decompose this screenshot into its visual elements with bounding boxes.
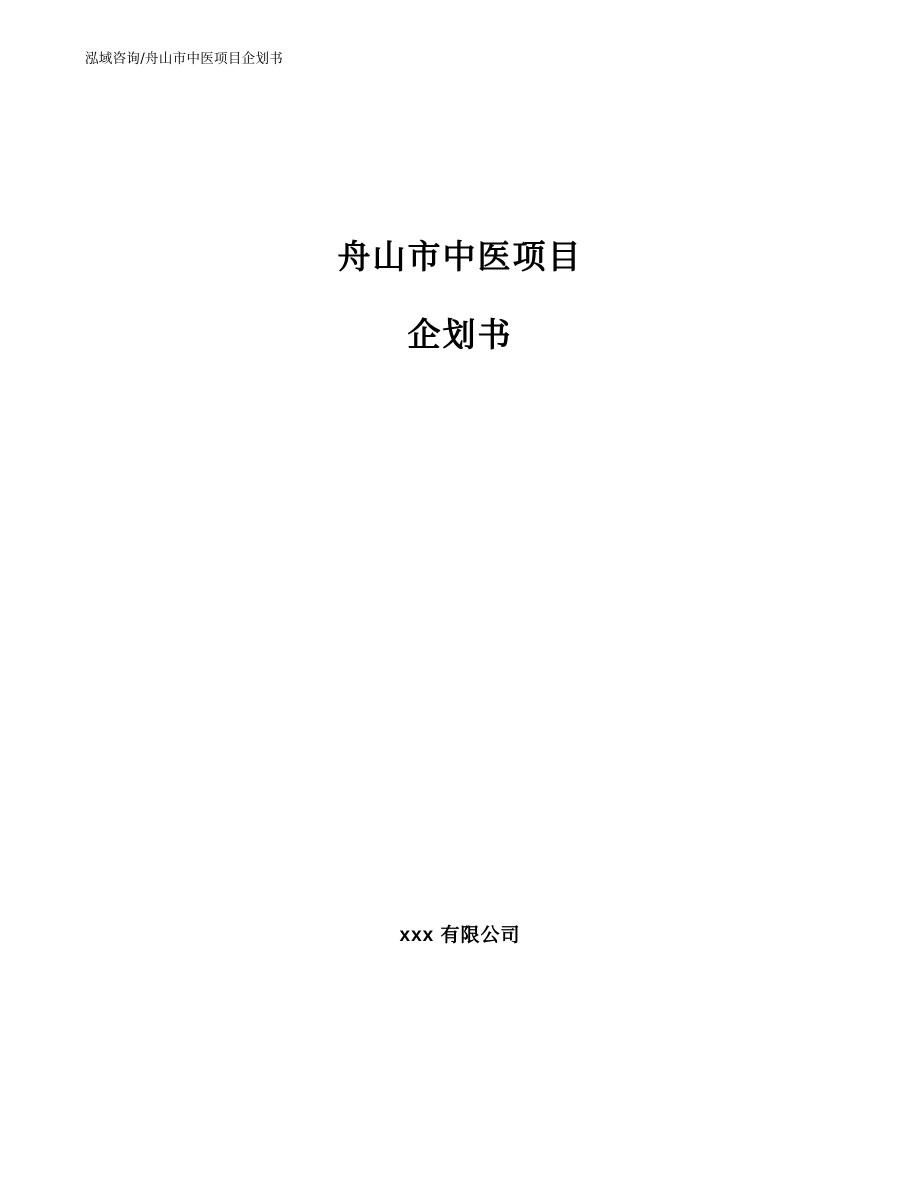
page-title-line-1: 舟山市中医项目: [337, 238, 583, 275]
page-title-line-2: 企划书: [407, 316, 513, 353]
document-title: [0, 218, 920, 374]
company-name: xxx 有限公司: [399, 925, 521, 946]
document-header: 泓域咨询/舟山市中医项目企划书: [85, 51, 284, 67]
company-block: [0, 920, 920, 947]
